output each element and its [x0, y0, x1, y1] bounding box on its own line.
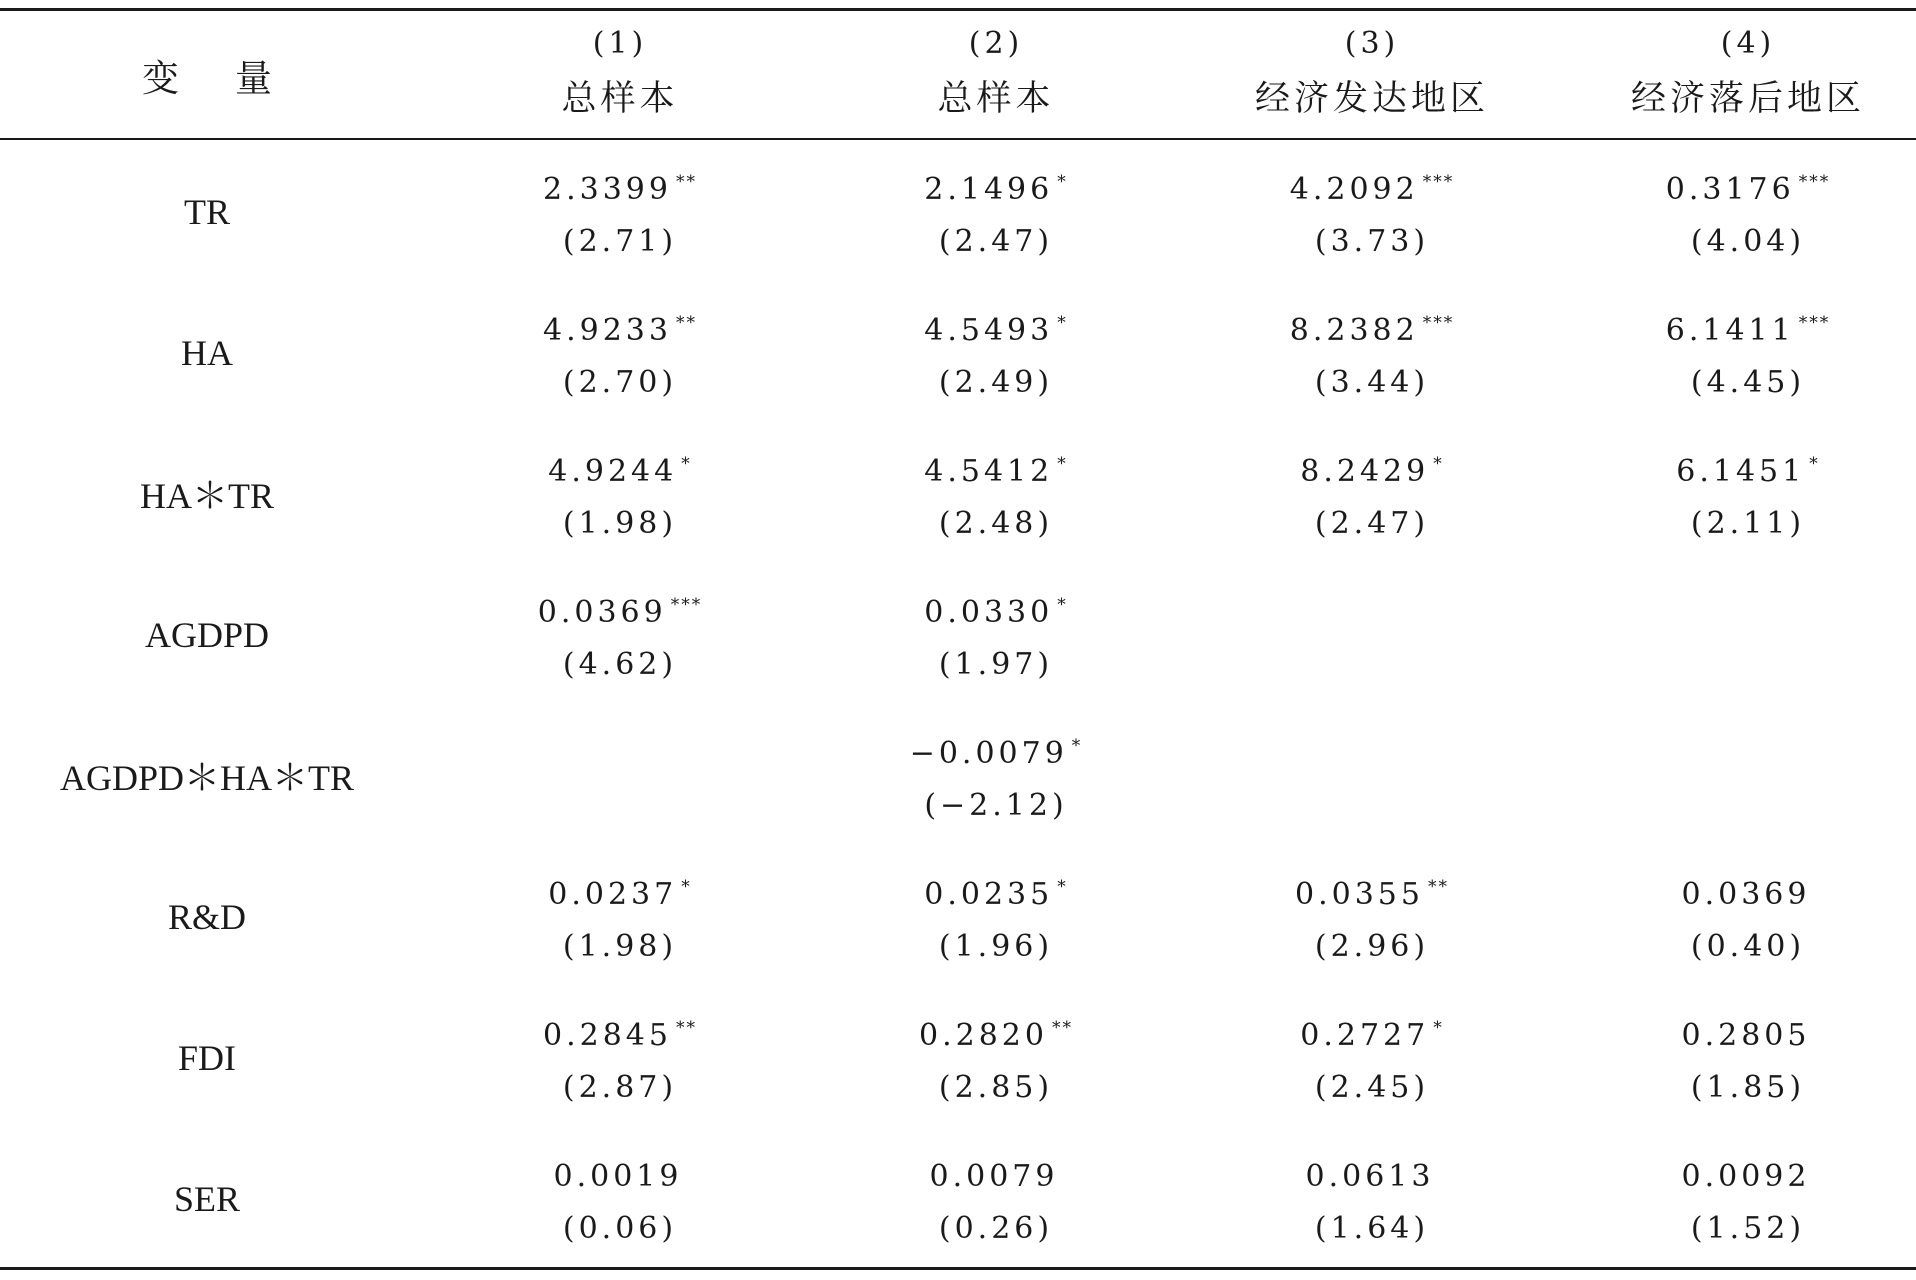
- t-statistic: (2.71): [562, 223, 678, 259]
- t-statistic: (−2.12): [924, 787, 1068, 823]
- significance-stars: **: [675, 1017, 697, 1038]
- significance-stars: *: [1809, 453, 1820, 474]
- coefficient: [543, 1002, 697, 1062]
- significance-stars: *: [1433, 453, 1444, 474]
- coefficient: [1306, 1143, 1439, 1203]
- significance-stars: **: [1051, 1017, 1073, 1038]
- variable-name: HA: [181, 332, 233, 373]
- coefficient-value: 6.1411: [1665, 312, 1795, 348]
- table-cell: [1560, 1128, 1916, 1269]
- table-cell: [1560, 564, 1916, 705]
- coefficient: [924, 861, 1067, 921]
- table-cell: [1184, 423, 1560, 564]
- t-statistic: (2.47): [1314, 505, 1430, 541]
- coefficient: [919, 1002, 1073, 1062]
- table-cell: [1184, 846, 1560, 987]
- t-statistic: (2.45): [1314, 1069, 1430, 1105]
- coefficient-value: −0.0079: [909, 735, 1068, 771]
- coefficient: [1666, 156, 1830, 216]
- table-cell: [1184, 987, 1560, 1128]
- coefficient-value: 0.2805: [1681, 1017, 1811, 1053]
- coefficient: [910, 720, 1083, 780]
- coefficient: [930, 1143, 1063, 1203]
- significance-stars: ***: [1422, 312, 1455, 333]
- coefficient-value: 2.1496: [924, 171, 1054, 207]
- header-col-label: 总样本: [937, 78, 1055, 119]
- header-col-3: [1184, 11, 1560, 138]
- t-statistic: (2.96): [1314, 928, 1430, 964]
- variable-name: SER: [173, 1178, 241, 1219]
- coefficient: [1746, 605, 1750, 665]
- significance-stars: *: [681, 876, 692, 897]
- coefficient: [1666, 297, 1830, 357]
- significance-stars: *: [1057, 171, 1068, 192]
- t-statistic: (1.98): [562, 928, 678, 964]
- t-statistic: (2.49): [938, 364, 1054, 400]
- coefficient-value: 0.0369: [1681, 876, 1811, 912]
- t-statistic: (2.11): [1690, 505, 1806, 541]
- coefficient: [618, 746, 622, 806]
- t-statistic: (1.97): [938, 646, 1054, 682]
- coefficient: [1676, 438, 1819, 498]
- table-cell: [1184, 564, 1560, 705]
- table-cell: [1184, 1128, 1560, 1269]
- variable-name: HA＊TR: [140, 476, 274, 516]
- table-cell: [432, 987, 808, 1128]
- significance-stars: *: [681, 453, 692, 474]
- coefficient-value: 0.0092: [1681, 1158, 1811, 1194]
- table-cell: [808, 987, 1184, 1128]
- coefficient: [548, 861, 691, 921]
- significance-stars: *: [1057, 312, 1068, 333]
- table-cell: [432, 705, 808, 846]
- coefficient-value: 4.2092: [1289, 171, 1419, 207]
- coefficient-value: 4.5412: [924, 453, 1054, 489]
- table-cell: [1184, 141, 1560, 282]
- coefficient-value: 0.3176: [1665, 171, 1795, 207]
- coefficient-value: 0.2727: [1300, 1017, 1430, 1053]
- coefficient-value: 0.0369: [537, 594, 667, 630]
- table-cell: [432, 423, 808, 564]
- table-cell: [808, 1128, 1184, 1269]
- coefficient-value: 0.0330: [924, 594, 1054, 630]
- t-statistic: (1.52): [1690, 1210, 1806, 1246]
- header-col-4: [1560, 11, 1916, 138]
- variable-name: AGDPD＊HA＊TR: [59, 758, 354, 798]
- header-col-1: [432, 11, 808, 138]
- coefficient-value: 0.0237: [548, 876, 678, 912]
- variable-name: R&D: [167, 896, 246, 937]
- significance-stars: **: [1427, 876, 1449, 897]
- coefficient: [924, 579, 1067, 639]
- t-statistic: (2.87): [562, 1069, 678, 1105]
- table-cell: [1560, 141, 1916, 282]
- table-cell: [1560, 987, 1916, 1128]
- coefficient-value: 6.1451: [1676, 453, 1806, 489]
- table-cell: [432, 141, 808, 282]
- table-cell: [808, 846, 1184, 987]
- significance-stars: *: [1433, 1017, 1444, 1038]
- coefficient-value: 0.2845: [543, 1017, 672, 1053]
- coefficient: [924, 297, 1067, 357]
- significance-stars: *: [1071, 735, 1083, 756]
- coefficient-value: 4.9244: [548, 453, 678, 489]
- coefficient-value: 0.0019: [553, 1158, 683, 1194]
- coefficient: [924, 156, 1067, 216]
- header-variable: 变量: [142, 56, 328, 100]
- coefficient: [538, 579, 702, 639]
- t-statistic: (2.85): [938, 1069, 1054, 1105]
- coefficient: [1746, 746, 1750, 806]
- header-rule: [0, 138, 1916, 140]
- table-cell: [1184, 705, 1560, 846]
- coefficient: [543, 297, 697, 357]
- coefficient-value: 0.0079: [929, 1158, 1059, 1194]
- header-col-label: 经济落后地区: [1630, 78, 1865, 119]
- t-statistic: (1.64): [1314, 1210, 1430, 1246]
- significance-stars: ***: [1798, 171, 1831, 192]
- table-cell: [432, 282, 808, 423]
- table-cell: [432, 846, 808, 987]
- significance-stars: *: [1057, 876, 1068, 897]
- table-cell: [1184, 282, 1560, 423]
- table-cell: [1560, 282, 1916, 423]
- table-cell: [1560, 423, 1916, 564]
- significance-stars: ***: [1422, 171, 1455, 192]
- t-statistic: (1.96): [938, 928, 1054, 964]
- header-col-number: (4): [1720, 25, 1776, 61]
- table-cell: [808, 282, 1184, 423]
- variable-name: AGDPD: [144, 614, 269, 655]
- coefficient: [1300, 438, 1443, 498]
- t-statistic: (2.48): [938, 505, 1054, 541]
- table-cell: [808, 141, 1184, 282]
- header-col-number: (2): [968, 25, 1024, 61]
- coefficient: [924, 438, 1067, 498]
- significance-stars: ***: [670, 594, 703, 615]
- header-col-label: 总样本: [561, 78, 679, 119]
- coefficient-value: 4.5493: [924, 312, 1054, 348]
- t-statistic: (2.70): [562, 364, 678, 400]
- t-statistic: (2.47): [938, 223, 1054, 259]
- coefficient: [1300, 1002, 1443, 1062]
- table-cell: [1560, 846, 1916, 987]
- coefficient-value: 0.0235: [924, 876, 1054, 912]
- header-col-number: (1): [592, 25, 648, 61]
- coefficient-value: 8.2429: [1300, 453, 1430, 489]
- coefficient: [1370, 605, 1374, 665]
- coefficient-value: 0.0355: [1295, 876, 1424, 912]
- significance-stars: **: [675, 312, 697, 333]
- coefficient-value: 2.3399: [543, 171, 672, 207]
- coefficient: [543, 156, 697, 216]
- table-cell: [808, 564, 1184, 705]
- coefficient-value: 4.9233: [543, 312, 672, 348]
- t-statistic: (3.73): [1314, 223, 1430, 259]
- significance-stars: **: [675, 171, 697, 192]
- t-statistic: (4.04): [1690, 223, 1806, 259]
- coefficient-value: 0.2820: [919, 1017, 1048, 1053]
- t-statistic: (3.44): [1314, 364, 1430, 400]
- header-col-label: 经济发达地区: [1254, 78, 1489, 119]
- t-statistic: (4.62): [562, 646, 678, 682]
- coefficient-value: 8.2382: [1289, 312, 1419, 348]
- header-col-2: [808, 11, 1184, 138]
- coefficient: [554, 1143, 687, 1203]
- t-statistic: (0.26): [938, 1210, 1054, 1246]
- t-statistic: (0.40): [1690, 928, 1806, 964]
- significance-stars: *: [1057, 453, 1068, 474]
- t-statistic: (1.98): [562, 505, 678, 541]
- coefficient: [1682, 1002, 1815, 1062]
- table-cell: [432, 1128, 808, 1269]
- header-col-number: (3): [1344, 25, 1400, 61]
- coefficient: [548, 438, 691, 498]
- coefficient: [1290, 156, 1454, 216]
- variable-name: FDI: [177, 1037, 236, 1078]
- table-cell: [432, 564, 808, 705]
- coefficient: [1290, 297, 1454, 357]
- coefficient: [1682, 861, 1815, 921]
- table-cell: [808, 423, 1184, 564]
- table-cell: [1560, 705, 1916, 846]
- t-statistic: (0.06): [562, 1210, 678, 1246]
- coefficient: [1295, 861, 1449, 921]
- t-statistic: (4.45): [1690, 364, 1806, 400]
- table-cell: [808, 705, 1184, 846]
- significance-stars: *: [1057, 594, 1068, 615]
- t-statistic: (1.85): [1690, 1069, 1806, 1105]
- significance-stars: ***: [1798, 312, 1831, 333]
- variable-name: TR: [183, 191, 230, 232]
- coefficient-value: 0.0613: [1305, 1158, 1435, 1194]
- coefficient: [1682, 1143, 1815, 1203]
- coefficient: [1370, 746, 1374, 806]
